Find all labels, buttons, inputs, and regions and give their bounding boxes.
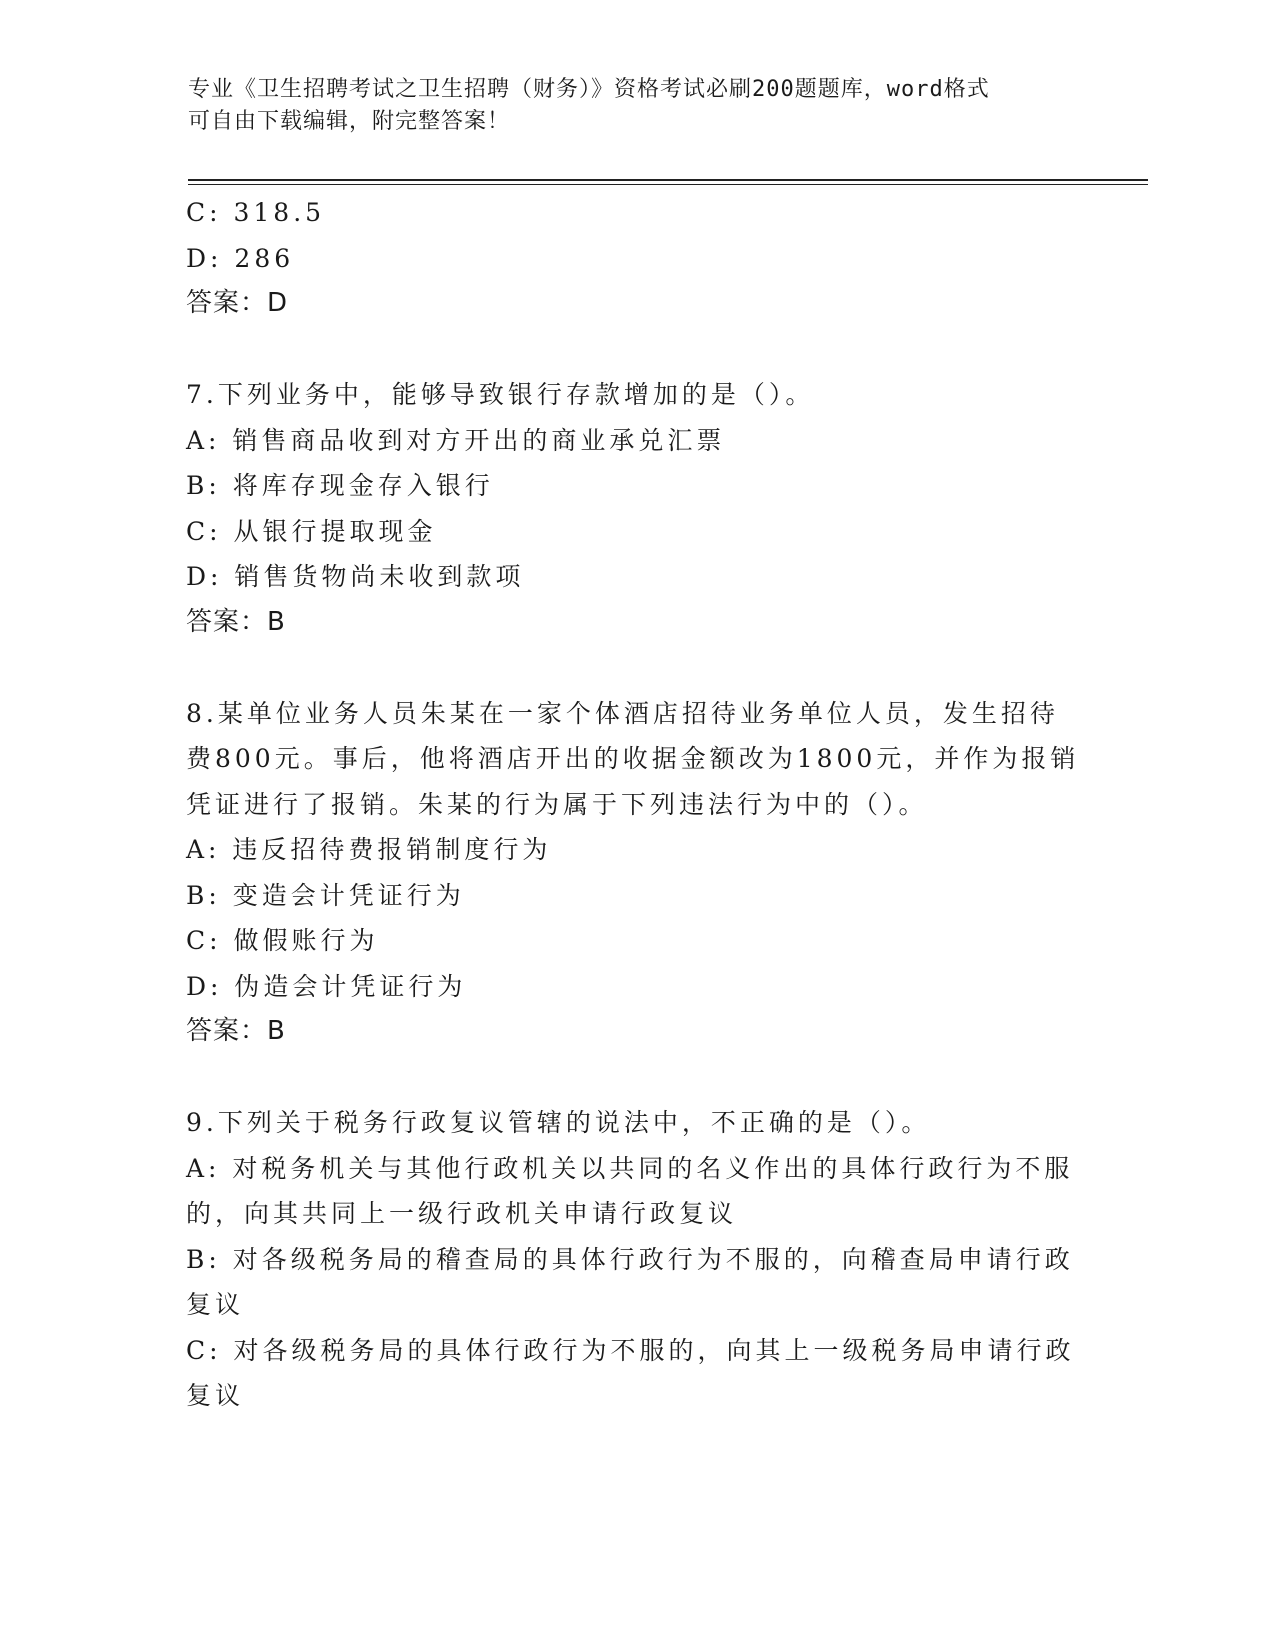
question-9: [186, 1100, 1086, 1419]
question-8-option-d: D: 伪造会计凭证行为: [186, 971, 467, 1001]
header-line-2: 可自由下载编辑，附完整答案！: [188, 109, 511, 134]
question-8-answer: 答案：B: [186, 1016, 286, 1046]
question-7-stem: 7.下列业务中，能够导致银行存款增加的是（）。: [186, 380, 815, 409]
question-9-option-a-line-1: A: 对税务机关与其他行政机关以共同的名义作出的具体行政行为不服: [186, 1153, 1074, 1183]
header-rule-thick: [188, 179, 1148, 181]
question-8: [186, 691, 1086, 1055]
question-9-option-a-line-2: 的，向其共同上一级行政机关申请行政复议: [186, 1199, 738, 1228]
question-7-answer: 答案：B: [186, 606, 286, 637]
question-6-tail: [186, 190, 1086, 327]
question-7: [186, 372, 1086, 645]
question-9-option-b-line-2: 复议: [186, 1290, 245, 1319]
question-8-stem-line-1: 8.某单位业务人员朱某在一家个体酒店招待业务单位人员，发生招待: [186, 698, 1059, 728]
question-7-option-b: B: 将库存现金存入银行: [186, 471, 494, 500]
question-8-stem-line-3: 凭证进行了报销。朱某的行为属于下列违法行为中的（）。: [186, 789, 928, 819]
question-8-option-b: B: 变造会计凭证行为: [186, 880, 465, 910]
question-9-option-c-line-2: 复议: [186, 1381, 245, 1410]
question-9-option-c-line-1: C: 对各级税务局的具体行政行为不服的，向其上一级税务局申请行政: [186, 1335, 1075, 1365]
question-8-option-a: A: 违反招待费报销制度行为: [186, 835, 552, 864]
header-line-1: 专业《卫生招聘考试之卫生招聘（财务）》资格考试必刷200题题库，word格式: [188, 77, 990, 102]
question-8-option-c: C: 做假账行为: [186, 926, 379, 955]
question-9-option-b-line-1: B: 对各级税务局的稽查局的具体行政行为不服的，向稽查局申请行政: [186, 1244, 1074, 1274]
question-9-stem: 9.下列关于税务行政复议管辖的说法中，不正确的是（）。: [186, 1108, 931, 1137]
spacer: [186, 1055, 1086, 1101]
question-7-option-c: C: 从银行提取现金: [186, 516, 437, 546]
question-6-option-c: C: 318.5: [186, 198, 326, 227]
question-8-stem-line-2: 费800元。事后，他将酒店开出的收据金额改为1800元，并作为报销: [186, 744, 1080, 773]
spacer: [186, 645, 1086, 691]
spacer: [186, 327, 1086, 373]
header-rule-thin: [188, 184, 1148, 185]
question-7-option-d: D: 销售货物尚未收到款项: [186, 562, 525, 591]
question-list: [186, 190, 1086, 1419]
question-6-answer: 答案：D: [186, 288, 289, 318]
question-6-option-d: D: 286: [186, 243, 295, 273]
question-7-option-a: A: 销售商品收到对方开出的商业承兑汇票: [186, 425, 726, 455]
document-header: [188, 74, 1068, 138]
